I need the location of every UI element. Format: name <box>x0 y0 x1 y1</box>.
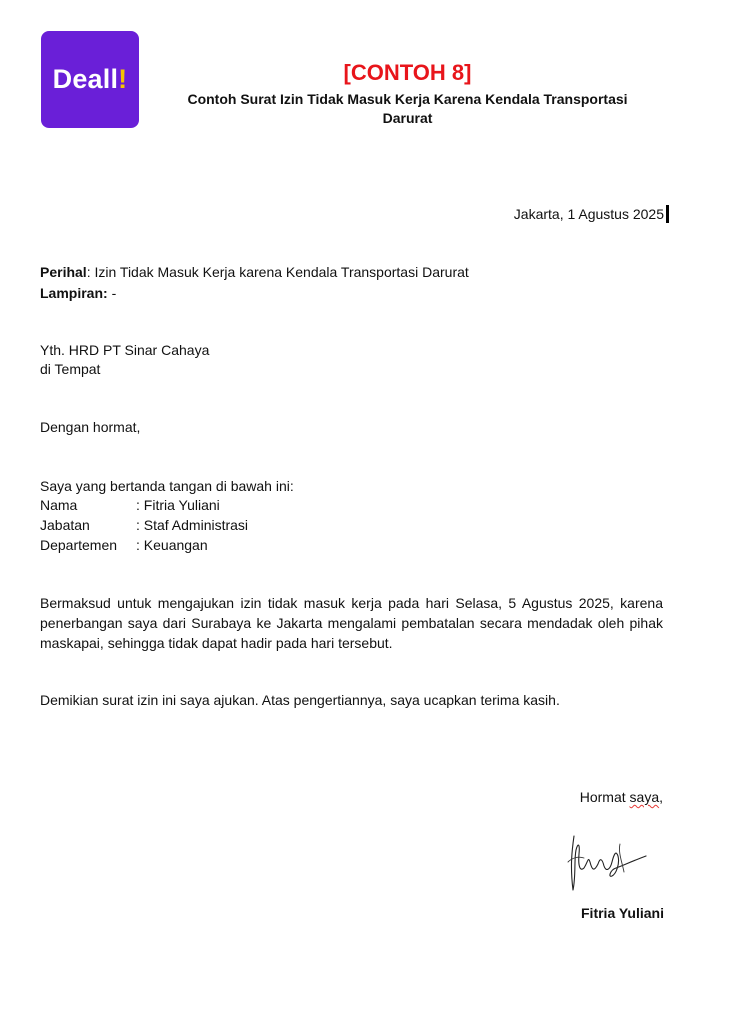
body-paragraph: Bermaksud untuk mengajukan izin tidak masuk kerja pada hari Selasa, 5 Agustus 2025, karena penerbangan saya dari Surabaya ke Jakarta mengalami pembatalan secara mendadak oleh pihak maskapai, sehingga tidak dapat hadir pada hari tersebut. <box>40 595 663 651</box>
recipient-line-1: Yth. HRD PT Sinar Cahaya <box>40 342 210 358</box>
subject-value: : Izin Tidak Masuk Kerja karena Kendala Transportasi Darurat <box>86 264 469 280</box>
attachment-label: Lampiran: <box>40 285 108 301</box>
attachment-value: - <box>107 285 117 301</box>
deall-logo <box>41 31 139 128</box>
greeting: Dengan hormat, <box>40 419 141 435</box>
closing-paragraph: Demikian surat izin ini saya ajukan. Atas pengertiannya, saya ucapkan terima kasih. <box>40 692 560 708</box>
intro-line: Saya yang bertanda tangan di bawah ini: <box>40 478 294 494</box>
sign-off: Hormat saya, <box>579 789 663 805</box>
attachment-line <box>40 283 116 303</box>
field-row-departemen <box>40 535 248 555</box>
signature-drawing <box>560 832 652 896</box>
letter-date: Jakarta, 1 Agustus 2025 <box>513 206 664 222</box>
identity-fields <box>40 495 248 555</box>
field-key: Departemen <box>40 537 118 553</box>
example-label: [CONTOH 8] <box>343 60 472 85</box>
field-row-nama <box>40 495 248 515</box>
field-key: Nama <box>40 497 78 513</box>
logo-text: Deall! <box>52 64 128 94</box>
field-value: : Keuangan <box>136 537 208 553</box>
field-value: : Staf Administrasi <box>136 517 249 533</box>
signature-image <box>560 832 652 896</box>
document-header <box>150 60 665 128</box>
subject-label: Perihal <box>40 264 87 280</box>
spellcheck-underline: saya <box>629 789 660 805</box>
recipient-line-2: di Tempat <box>40 361 101 377</box>
field-key: Jabatan <box>40 517 90 533</box>
subject-line <box>40 262 469 282</box>
signer-name: Fitria Yuliani <box>581 905 664 921</box>
document-title: Contoh Surat Izin Tidak Masuk Kerja Karena Kendala Transportasi Darurat <box>187 91 628 126</box>
field-value: : Fitria Yuliani <box>136 497 220 513</box>
text-cursor <box>666 205 669 223</box>
field-row-jabatan <box>40 515 248 535</box>
